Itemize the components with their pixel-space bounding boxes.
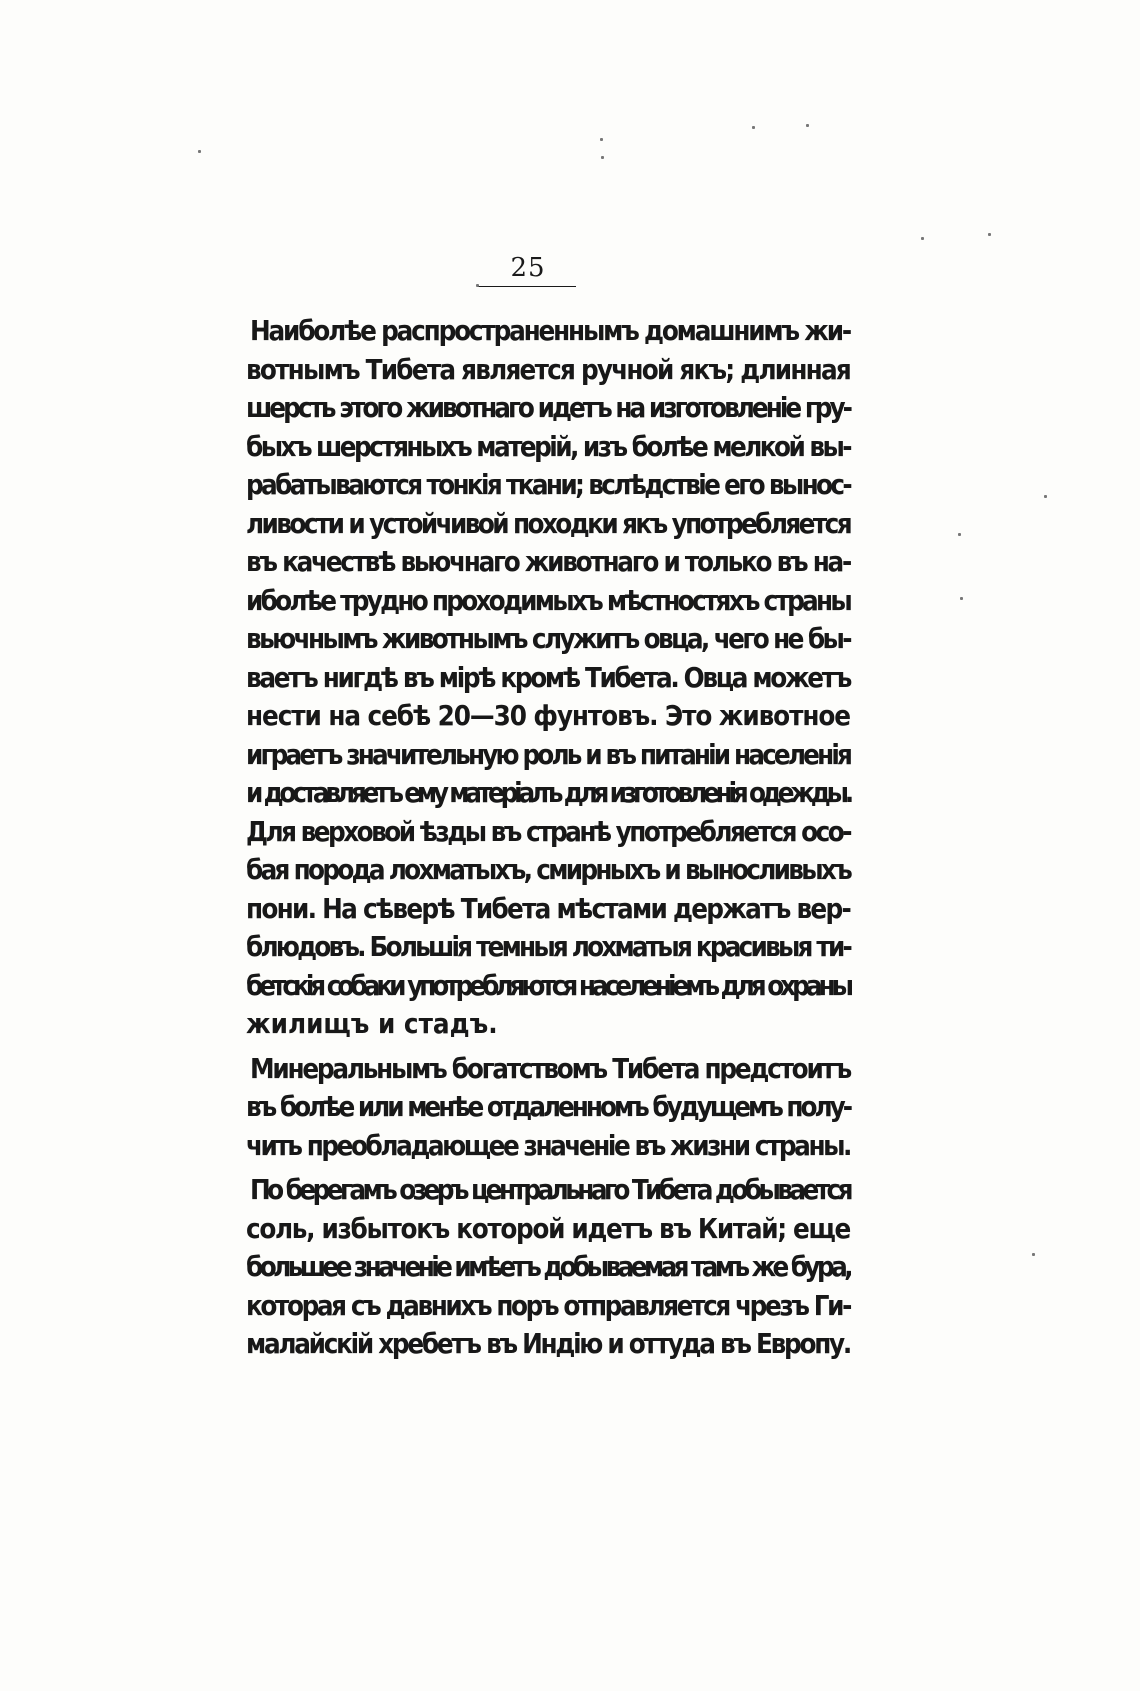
paragraph-domestic-animals <box>246 312 850 1044</box>
scan-speck <box>960 597 963 600</box>
text-line: Минеральнымъ богатствомъ Тибета предстоитъ <box>250 1052 850 1085</box>
text-line: Наиболѣе распространеннымъ домашнимъ жи- <box>250 315 850 347</box>
scan-speck <box>958 533 961 536</box>
text-line: блюдовъ. Большія темныя лохматыя красивыя ти- <box>246 931 850 963</box>
scan-speck <box>1044 495 1047 498</box>
text-line: бая порода лохматыхъ, смирныхъ и выносливыхъ <box>246 854 850 886</box>
scan-speck <box>988 233 991 236</box>
body-text <box>246 312 850 1364</box>
text-line: шерсть этого животнаго идетъ на изготовленіе гру- <box>246 392 850 424</box>
text-line: играетъ значительную роль и въ питаніи населенія <box>246 738 850 771</box>
text-line: иболѣе трудно проходимыхъ мѣстностяхъ страны <box>246 584 850 617</box>
text-line: По берегамъ озеръ центральнаго Тибета добывается <box>250 1174 850 1206</box>
scan-speck <box>806 124 809 127</box>
scan-speck <box>198 150 201 153</box>
text-line: вотнымъ Тибета является ручной якъ; длинная <box>246 353 850 386</box>
text-line: нести на себѣ 20—30 фунтовъ. Это животное <box>246 700 850 732</box>
text-line: въ качествѣ вьючнаго животнаго и только въ на- <box>246 546 850 578</box>
text-line: которая съ давнихъ поръ отправляется чрезъ Ги- <box>246 1289 850 1322</box>
scan-speck <box>752 126 755 129</box>
scan-speck <box>476 284 479 287</box>
paragraph-salt-borax <box>246 1171 850 1364</box>
paragraph-minerals <box>246 1050 850 1166</box>
text-line: чить преобладающее значеніе въ жизни страны. <box>246 1129 850 1162</box>
text-line: бетскія собаки употребляются населеніемъ для охраны <box>246 969 850 1002</box>
text-line: Для верховой ѣзды въ странѣ употребляется осо- <box>246 815 850 848</box>
text-line: вьючнымъ животнымъ служитъ овца, чего не бы- <box>246 623 850 655</box>
text-line: въ болѣе или менѣе отдаленномъ будущемъ полу- <box>246 1091 850 1123</box>
scan-speck <box>1032 1253 1035 1256</box>
scan-speck <box>921 237 924 240</box>
text-line: соль, избытокъ которой идетъ въ Китай; еще <box>246 1212 850 1245</box>
text-line: ваетъ нигдѣ въ мірѣ кромѣ Тибета. Овца можетъ <box>246 661 850 694</box>
text-line: быхъ шерстяныхъ матерій, изъ болѣе мелкой вы- <box>246 430 850 463</box>
text-line: рабатываются тонкія ткани; вслѣдствіе его вынос- <box>246 469 850 501</box>
header-rule <box>478 286 576 287</box>
page-number: 25 <box>510 253 546 283</box>
text-line: малайскій хребетъ въ Индію и оттуда въ Европу. <box>246 1328 850 1360</box>
text-line: большее значеніе имѣетъ добываемая тамъ же бура, <box>246 1251 850 1283</box>
scan-speck <box>600 138 603 141</box>
text-line: ливости и устойчивой походки якъ употребляется <box>246 507 850 540</box>
text-line: жилищъ и стадъ. <box>246 1008 498 1040</box>
scan-speck <box>601 156 604 159</box>
text-line: и доставляетъ ему матеріалъ для изготовленія одежды. <box>246 777 850 809</box>
text-line: пони. На сѣверѣ Тибета мѣстами держатъ вер- <box>246 892 850 925</box>
